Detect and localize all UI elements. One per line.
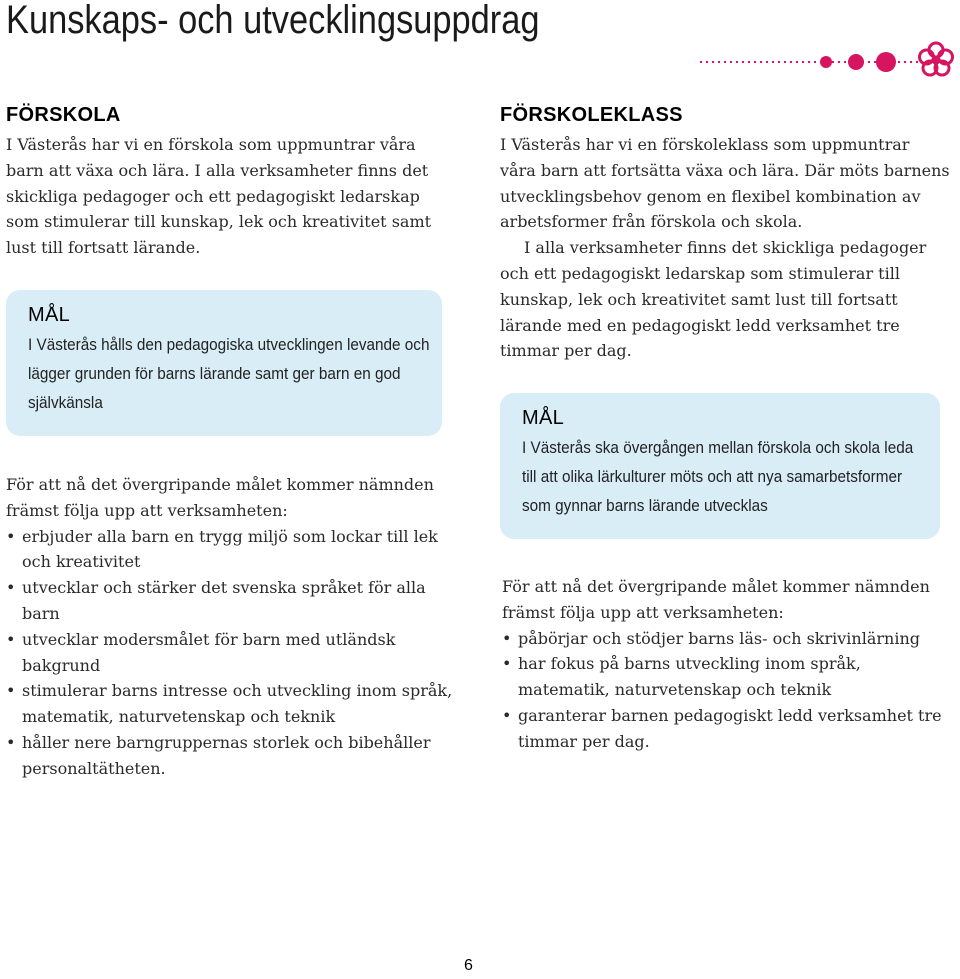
flower-dots-ornament-icon: [700, 34, 958, 84]
list-item: • erbjuder alla barn en trygg miljö som lockar till lek och kreativitet: [6, 524, 456, 576]
forskola-bullet-list: [6, 524, 456, 782]
list-item: • utvecklar och stärker det svenska språket för alla barn: [6, 575, 456, 627]
forskola-goal-heading: MÅL: [28, 304, 71, 326]
forskoleklass-paragraph-2: I alla verksamheter finns det skickliga pedagoger och ett pedagogiskt ledarskap som stimulerar till kunskap, lek och kreativitet samt lust till fortsatt lärande med en pedagogiskt ledd verksamhet tre timmar per dag.: [500, 238, 927, 361]
forskoleklass-section: [500, 104, 950, 364]
forskoleklass-goal-text: I Västerås ska övergången mellan förskola och skola leda till att olika lärkulturer möts och att nya samarbetsformer som gynnar barns lärande utvecklas: [522, 438, 914, 515]
forskola-intro: För att nå det övergripande målet kommer nämnden främst följa upp att verksamheten:: [6, 475, 434, 520]
list-item: • påbörjar och stödjer barns läs- och skrivinlärning: [502, 626, 952, 652]
forskoleklass-intro: För att nå det övergripande målet kommer nämnden främst följa upp att verksamheten:: [502, 577, 930, 622]
forskoleklass-goal-heading: MÅL: [522, 407, 565, 429]
list-item: • garanterar barnen pedagogiskt ledd verksamhet tre timmar per dag.: [502, 703, 952, 755]
page-title: Kunskaps- och utvecklingsuppdrag: [6, 0, 540, 42]
forskola-goal-box: [6, 290, 442, 436]
list-item: • stimulerar barns intresse och utveckling inom språk, matematik, naturvetenskap och teknik: [6, 678, 456, 730]
forskoleklass-followup: [502, 574, 952, 755]
list-item: • utvecklar modersmålet för barn med utländsk bakgrund: [6, 627, 456, 679]
forskola-paragraph: I Västerås har vi en förskola som uppmuntrar våra barn att växa och lära. I alla verksamheter finns det skickliga pedagoger och ett pedagogiskt ledarskap som stimulerar till kunskap, lek och kreativitet samt lust till fortsatt lärande.: [6, 135, 432, 258]
forskola-section: [6, 104, 456, 261]
list-item: • har fokus på barns utveckling inom språk, matematik, naturvetenskap och teknik: [502, 651, 952, 703]
forskoleklass-bullet-list: [502, 626, 952, 755]
page-number: 6: [464, 957, 473, 974]
forskoleklass-heading: FÖRSKOLEKLASS: [500, 104, 683, 126]
forskola-followup: [6, 472, 456, 782]
list-item: • håller nere barngruppernas storlek och bibehåller personaltätheten.: [6, 730, 456, 782]
forskoleklass-goal-box: [500, 393, 940, 539]
forskola-heading: FÖRSKOLA: [6, 104, 121, 126]
forskola-goal-text: I Västerås hålls den pedagogiska utvecklingen levande och lägger grunden för barns lärande samt ger barn en god självkänsla: [28, 335, 430, 412]
forskoleklass-paragraph-1: I Västerås har vi en förskoleklass som uppmuntrar våra barn att fortsätta växa och lära. Där möts barnens utvecklingsbehov genom en flexibel kombination av arbetsformer från förskola och skola.: [500, 135, 950, 232]
